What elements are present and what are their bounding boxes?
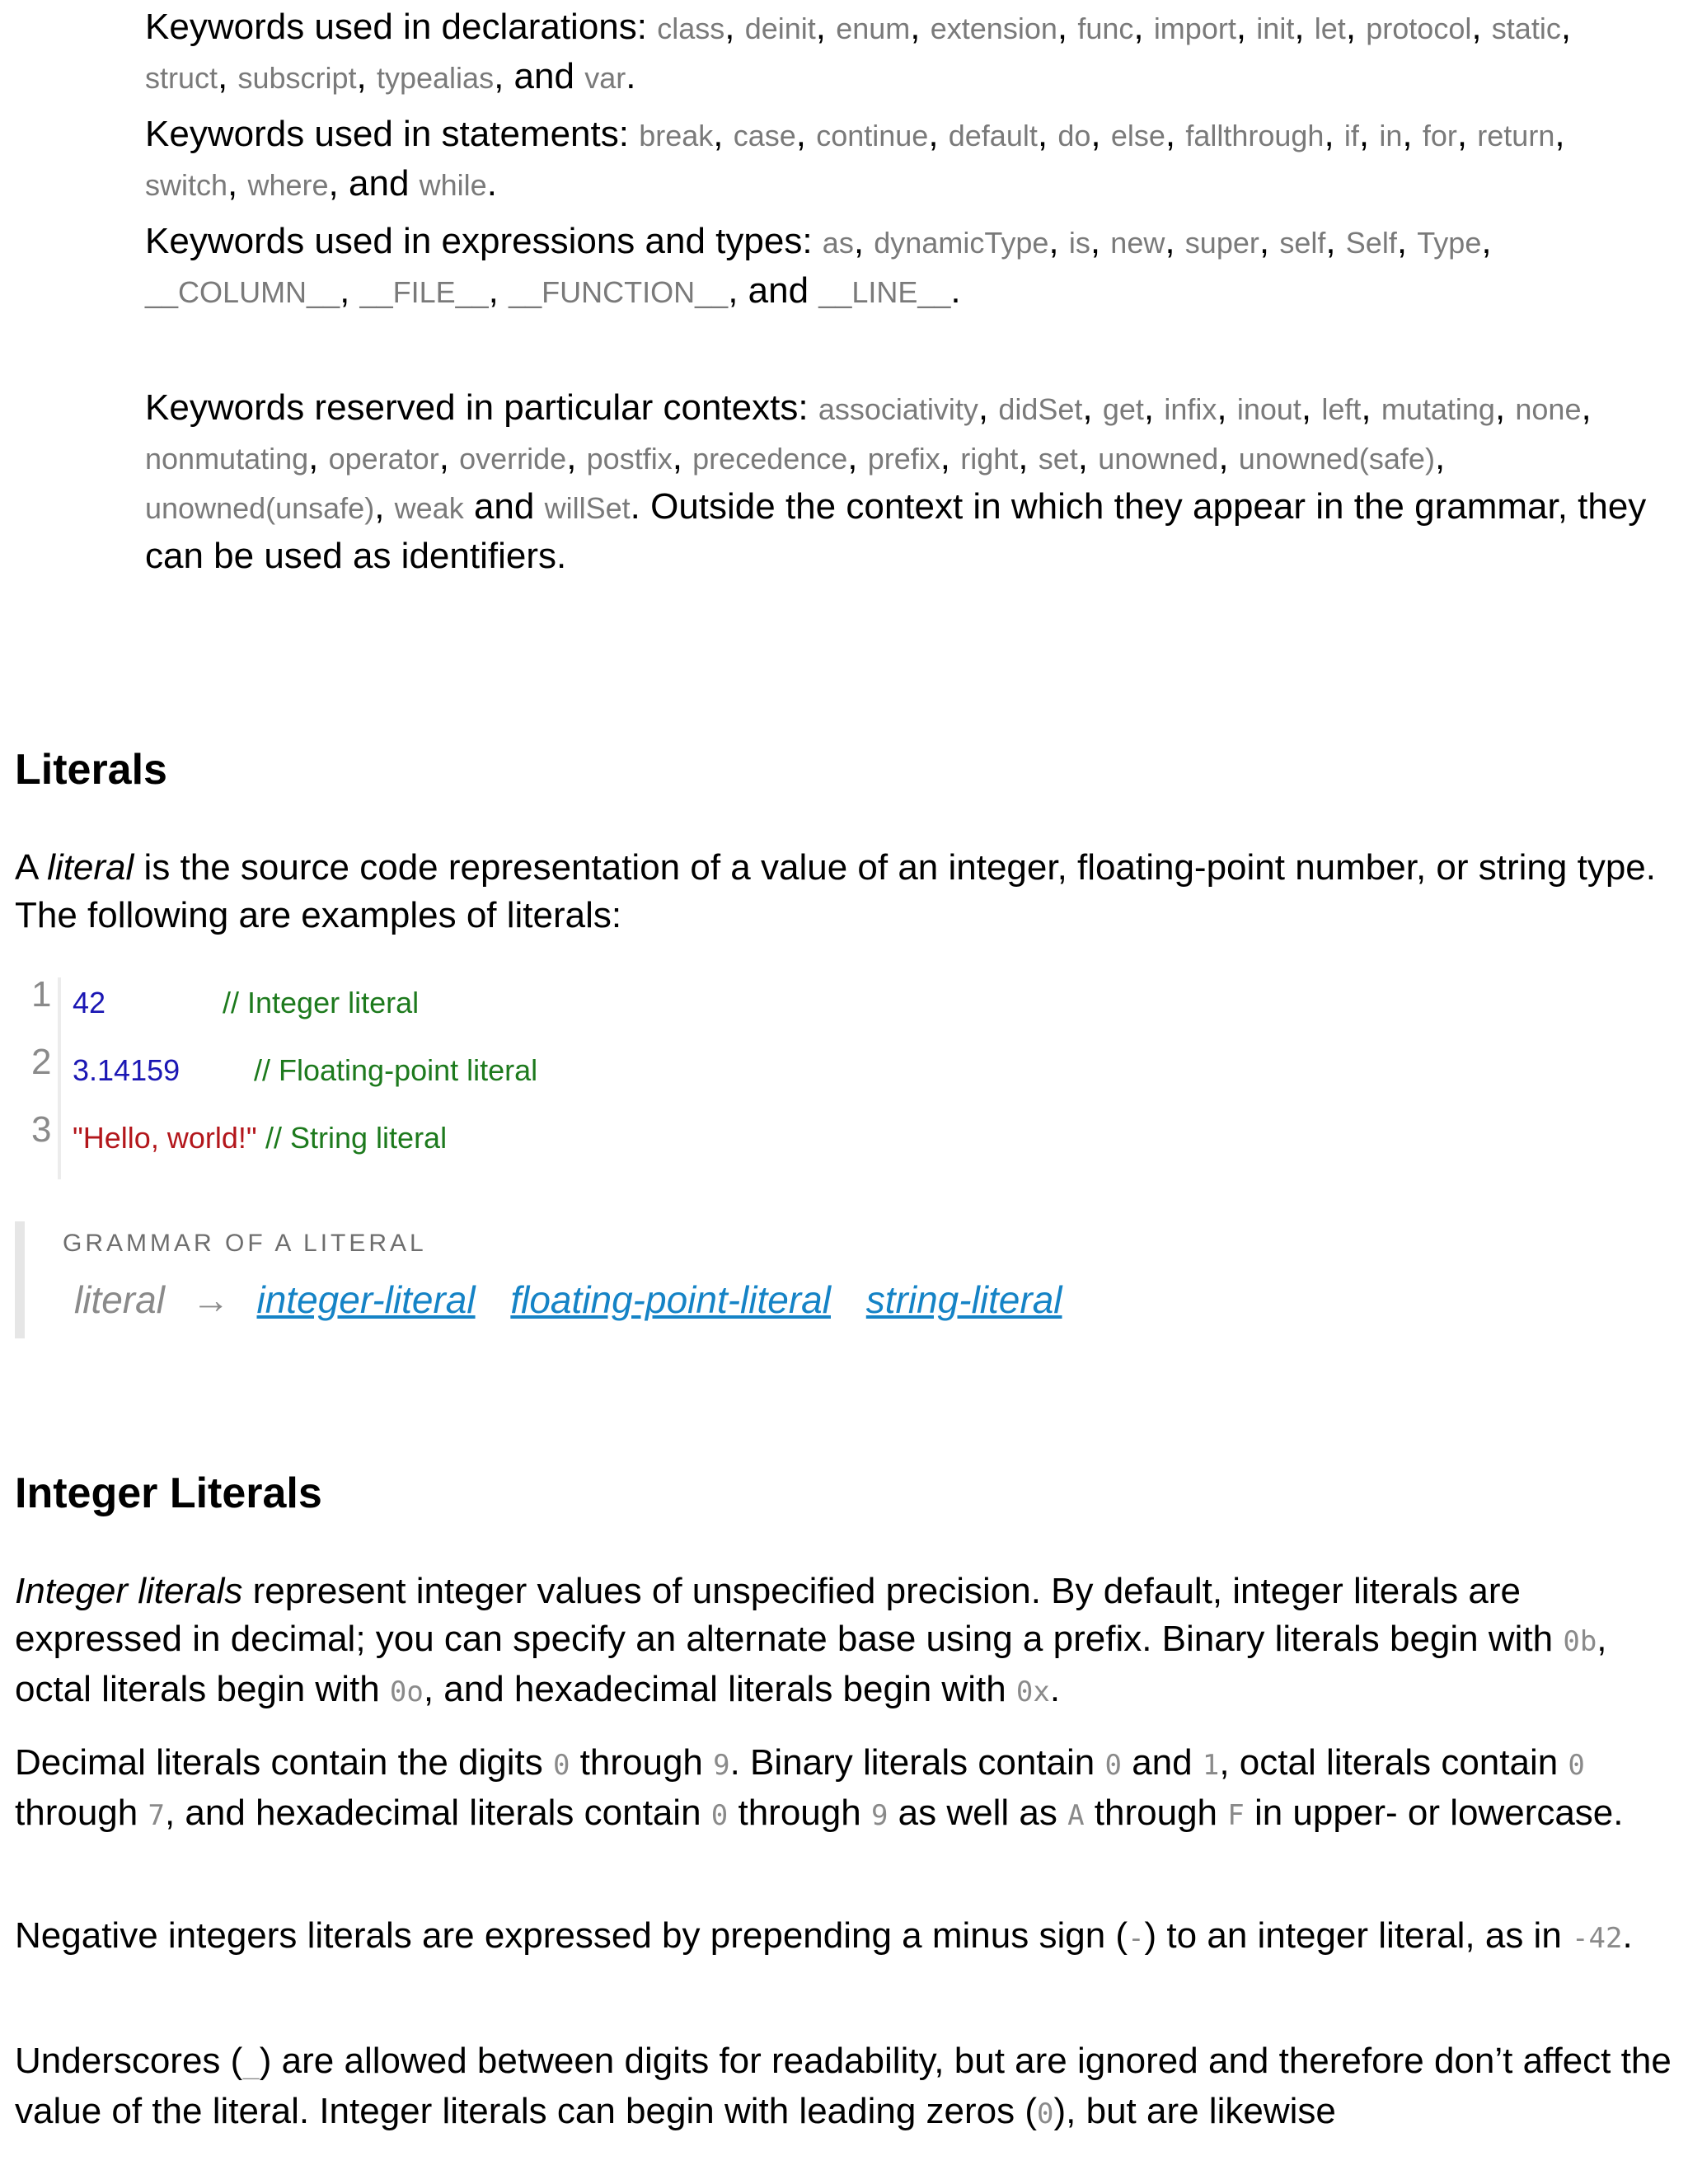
keyword: none — [1515, 392, 1582, 426]
inline-code: 0 — [552, 1749, 570, 1782]
string-literal-value: "Hello, world!" — [73, 1121, 257, 1155]
keyword: unowned — [1098, 442, 1219, 476]
keyword: __FILE__ — [359, 275, 489, 309]
text-run: , and hexadecimal literals contain — [164, 1793, 711, 1833]
keyword: var — [584, 61, 626, 95]
keyword: super — [1184, 226, 1259, 260]
keyword: Type — [1417, 226, 1482, 260]
keyword: fallthrough — [1185, 119, 1325, 152]
keyword: for — [1422, 119, 1457, 152]
keyword: else — [1110, 119, 1165, 152]
text-run: . — [1622, 1915, 1633, 1956]
keywords-label: Keywords used in statements: — [145, 114, 629, 154]
keyword: __LINE__ — [818, 275, 951, 309]
text-run: , octal literals begin with — [15, 1619, 1607, 1709]
keyword: left — [1321, 392, 1362, 426]
keyword: protocol — [1366, 12, 1472, 45]
keywords-conjunction: and — [349, 163, 410, 204]
keyword: let — [1314, 12, 1346, 45]
keywords-label: Keywords used in declarations: — [145, 7, 647, 47]
keywords-declarations: Keywords used in declarations: class, deinit, enum, extension, func, import, init, let, protocol, static, struct, subscript, typealias, and var. — [145, 7, 1572, 96]
text-run: Underscores ( — [15, 2041, 243, 2081]
keyword: default — [948, 119, 1038, 152]
inline-code: 0 — [710, 1799, 729, 1832]
keyword: unowned(unsafe) — [145, 491, 375, 525]
keyword: static — [1491, 12, 1561, 45]
grammar-rule — [74, 1277, 1087, 1322]
text-run: as well as — [888, 1793, 1068, 1833]
inline-code: _ — [242, 2047, 260, 2080]
keyword: willSet — [544, 491, 631, 525]
text-run: through — [570, 1742, 714, 1783]
keyword: as — [822, 226, 854, 260]
number-literal-value: 3.14159 — [73, 1053, 181, 1087]
keyword: continue — [816, 119, 929, 152]
integer-literals-heading: Integer Literals — [15, 1469, 322, 1517]
grammar-link-floating-point-literal[interactable]: floating-point-literal — [510, 1278, 831, 1321]
keyword: while — [419, 168, 487, 202]
text-run: , and hexadecimal literals begin with — [423, 1669, 1016, 1709]
text-run: and — [1121, 1742, 1203, 1783]
keyword: set — [1038, 442, 1078, 476]
keyword: __COLUMN__ — [145, 275, 340, 309]
inline-code: 0b — [1563, 1625, 1597, 1658]
keyword: inout — [1236, 392, 1301, 426]
grammar-arrow: → — [191, 1278, 230, 1321]
literals-intro — [15, 844, 1672, 940]
keywords-contexts: Keywords reserved in particular contexts: associativity, didSet, get, infix, inout, left, mutating, none, nonmutating, operator, override, postfix, precedence, prefix, right, set, unowned, unowned(safe), unowned(unsafe), weak and willSet. Outside the context in which they appear in the grammar, they can be used as identifiers. — [145, 387, 1647, 576]
keyword: nonmutating — [145, 442, 309, 476]
text-run: Negative integers literals are expressed by prepending a minus sign ( — [15, 1915, 1128, 1956]
keyword: init — [1256, 12, 1295, 45]
inline-code: - — [1128, 1922, 1145, 1955]
emphasized-term: literal — [47, 847, 134, 888]
line-number: 2 — [31, 1042, 52, 1082]
code-comment: // Floating-point literal — [254, 1053, 538, 1087]
text-run: is the source code representation of a value of an integer, floating-point number, or string type. The following are examples of literals: — [15, 847, 1656, 935]
keyword: dynamicType — [874, 226, 1049, 260]
keyword: break — [639, 119, 714, 152]
inline-code: A — [1067, 1799, 1085, 1832]
keyword: where — [247, 168, 329, 202]
keyword: switch — [145, 168, 228, 202]
inline-code: 0 — [1037, 2097, 1054, 2130]
keyword: extension — [930, 12, 1057, 45]
keyword: mutating — [1381, 392, 1495, 426]
keyword: in — [1379, 119, 1403, 152]
grammar-lhs: literal — [74, 1278, 165, 1321]
text-run: . — [1049, 1669, 1061, 1709]
inline-code: -42 — [1572, 1922, 1623, 1955]
keyword: import — [1153, 12, 1236, 45]
inline-code: 9 — [713, 1749, 730, 1782]
text-run: . Binary literals contain — [729, 1742, 1105, 1783]
keyword: typealias — [376, 61, 495, 95]
line-number: 1 — [31, 974, 52, 1015]
keyword: prefix — [867, 442, 940, 476]
keywords-note: Outside the context in which they appear in the grammar, they can be used as identifiers. — [145, 486, 1647, 576]
keyword: postfix — [586, 442, 673, 476]
keyword: override — [459, 442, 567, 476]
code-comment: // Integer literal — [223, 986, 420, 1019]
code-comment: // String literal — [265, 1121, 448, 1155]
grammar-link-string-literal[interactable]: string-literal — [865, 1278, 1062, 1321]
emphasized-term: Integer literals — [15, 1571, 243, 1611]
keyword: new — [1110, 226, 1165, 260]
keyword: get — [1102, 392, 1144, 426]
literals-heading: Literals — [15, 746, 167, 794]
text-run: through — [728, 1793, 871, 1833]
keywords-expressions: Keywords used in expressions and types: as, dynamicType, is, new, super, self, Self, Type, __COLUMN__, __FILE__, __FUNCTION__, and __LINE__. — [145, 221, 1492, 311]
keyword: right — [960, 442, 1019, 476]
keyword: is — [1068, 226, 1090, 260]
inline-code: 7 — [148, 1799, 165, 1832]
keywords-label: Keywords used in expressions and types: — [145, 221, 813, 261]
text-run: A — [15, 847, 48, 888]
keywords-label: Keywords reserved in particular contexts: — [145, 387, 809, 428]
keywords-conjunction: and — [748, 270, 809, 311]
grammar-title: GRAMMAR OF A LITERAL — [63, 1230, 427, 1257]
keyword: subscript — [237, 61, 357, 95]
inline-code: 9 — [870, 1799, 889, 1832]
line-number: 3 — [31, 1109, 52, 1150]
keyword: __FUNCTION__ — [509, 275, 729, 309]
keyword: associativity — [818, 392, 978, 426]
inline-code: F — [1227, 1799, 1245, 1832]
keyword: unowned(safe) — [1238, 442, 1435, 476]
inline-code: 0 — [1104, 1749, 1122, 1782]
keywords-statements: Keywords used in statements: break, case, continue, default, do, else, fallthrough, if, in, for, return, switch, where, and while. — [145, 114, 1565, 204]
keyword: return — [1477, 119, 1555, 152]
inline-code: 0x — [1015, 1675, 1050, 1708]
text-run: through — [15, 1793, 148, 1833]
integer-literals-paragraph-2 — [15, 1739, 1672, 1840]
text-run: represent integer values of unspecified precision. By default, integer literals are expressed in decimal; you can specify an alternate base using a prefix. Binary literals begin with — [15, 1571, 1564, 1659]
inline-code: 1 — [1202, 1749, 1220, 1782]
keyword: operator — [328, 442, 439, 476]
text-run: ) are allowed between digits for readability, but are ignored and therefore don’t affect the value of the literal. Integer literals can begin with leading zeros ( — [15, 2041, 1672, 2131]
code-listing — [15, 974, 1663, 1183]
text-run: ) to an integer literal, as in — [1144, 1915, 1573, 1956]
inline-code: 0 — [1568, 1749, 1585, 1782]
keyword: precedence — [692, 442, 848, 476]
text-run: through — [1084, 1793, 1228, 1833]
number-literal-value: 42 — [73, 986, 106, 1019]
text-run: ), but are likewise — [1053, 2091, 1336, 2131]
keyword: self — [1279, 226, 1326, 260]
grammar-box — [15, 1221, 1096, 1338]
keyword: didSet — [998, 392, 1083, 426]
keyword: Self — [1345, 226, 1397, 260]
text-run: , octal literals contain — [1219, 1742, 1568, 1783]
integer-literals-paragraph-4 — [15, 2037, 1672, 2138]
keyword: enum — [836, 12, 911, 45]
keyword: infix — [1164, 392, 1217, 426]
text-run: Decimal literals contain the digits — [15, 1742, 553, 1783]
keyword: func — [1077, 12, 1134, 45]
text-run: in upper- or lowercase. — [1244, 1793, 1624, 1833]
integer-literals-paragraph-1 — [15, 1568, 1672, 1716]
integer-literals-paragraph-3 — [15, 1912, 1672, 1962]
keyword: struct — [145, 61, 218, 95]
keyword: case — [733, 119, 796, 152]
keywords-conjunction: and — [513, 56, 574, 96]
inline-code: 0o — [389, 1675, 424, 1708]
keywords-conjunction: and — [473, 486, 535, 527]
keyword: deinit — [744, 12, 816, 45]
grammar-link-integer-literal[interactable]: integer-literal — [256, 1278, 476, 1321]
keyword: do — [1057, 119, 1091, 152]
keyword: class — [657, 12, 725, 45]
keyword: if — [1343, 119, 1359, 152]
keyword: weak — [394, 491, 464, 525]
